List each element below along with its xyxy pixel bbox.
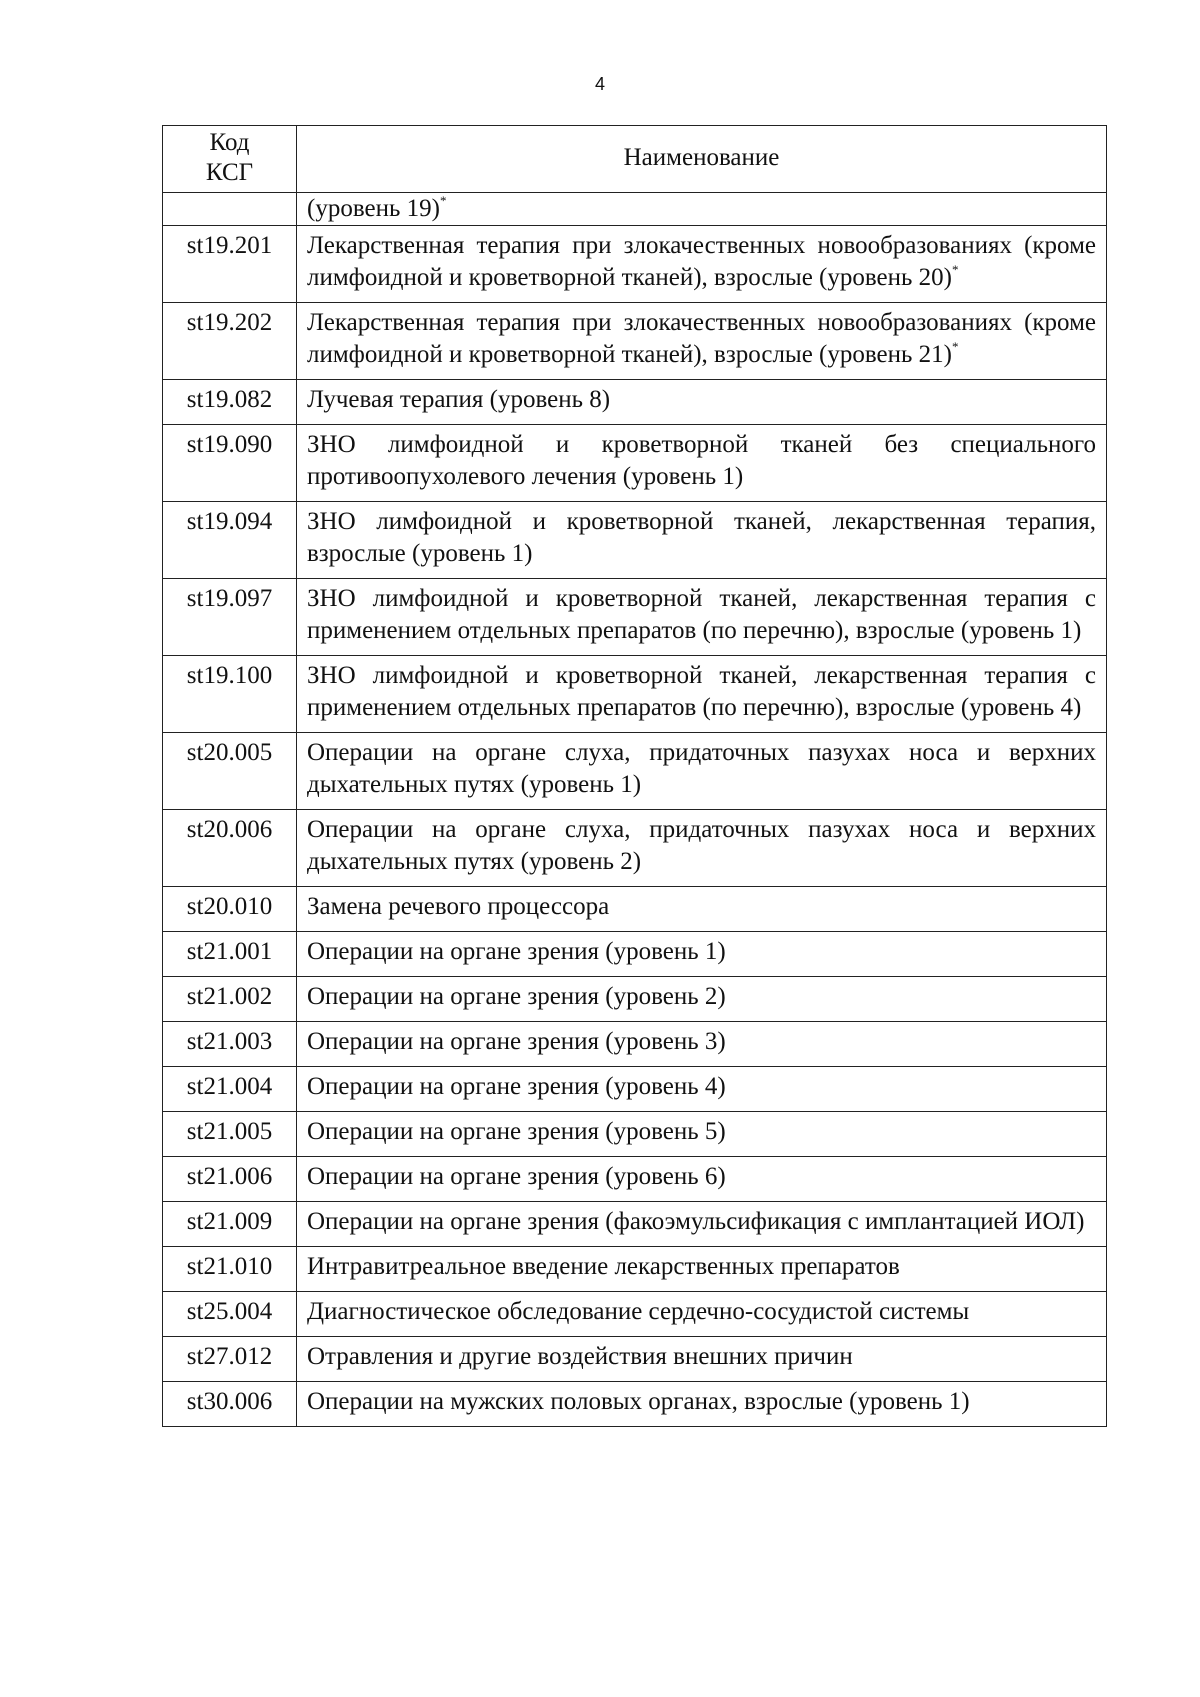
row-name-text: ЗНО лимфоидной и кроветворной тканей, лекарственная терапия с применением отдельных препаратов (по перечню), взрослые (уровень 1)	[307, 585, 1096, 644]
row-code: st21.002	[163, 977, 297, 1022]
row-name	[297, 303, 1107, 380]
row-name	[297, 1202, 1107, 1247]
header-code	[163, 126, 297, 193]
row-name	[297, 1247, 1107, 1292]
table-row	[163, 656, 1107, 733]
row-code: st21.001	[163, 932, 297, 977]
row-name	[297, 1337, 1107, 1382]
row-name	[297, 425, 1107, 502]
row-name	[297, 810, 1107, 887]
table-row	[163, 932, 1107, 977]
row-name-text: ЗНО лимфоидной и кроветворной тканей, лекарственная терапия с применением отдельных препаратов (по перечню), взрослые (уровень 4)	[307, 662, 1096, 721]
row-name-text: Операции на органе зрения (факоэмульсификация с имплантацией ИОЛ)	[307, 1208, 1085, 1235]
row-code: st19.090	[163, 425, 297, 502]
row-name-text: Диагностическое обследование сердечно-сосудистой системы	[307, 1298, 970, 1325]
row-name	[297, 1112, 1107, 1157]
row-code: st27.012	[163, 1337, 297, 1382]
table-row	[163, 579, 1107, 656]
row-name-text: Операции на органе зрения (уровень 2)	[307, 983, 726, 1010]
row-name-text: (уровень 19)	[307, 195, 440, 222]
row-name-text: Отравления и другие воздействия внешних причин	[307, 1343, 853, 1370]
table-row	[163, 1067, 1107, 1112]
row-code: st21.005	[163, 1112, 297, 1157]
table-row	[163, 977, 1107, 1022]
table-row	[163, 425, 1107, 502]
ksg-table	[162, 125, 1107, 1427]
row-name	[297, 502, 1107, 579]
row-code: st19.202	[163, 303, 297, 380]
row-name-text: Операции на органе слуха, придаточных пазухах носа и верхних дыхательных путях (уровень 2)	[307, 816, 1096, 875]
table-row	[163, 1157, 1107, 1202]
table-row	[163, 1202, 1107, 1247]
footnote-mark: *	[439, 193, 447, 208]
table-row	[163, 502, 1107, 579]
row-code: st19.201	[163, 226, 297, 303]
table-row	[163, 1247, 1107, 1292]
row-code: st21.004	[163, 1067, 297, 1112]
table-row	[163, 1022, 1107, 1067]
table-row	[163, 733, 1107, 810]
row-name	[297, 887, 1107, 932]
row-name	[297, 380, 1107, 425]
row-name-text: Лучевая терапия (уровень 8)	[307, 386, 611, 413]
row-name	[297, 733, 1107, 810]
continuation-row	[163, 193, 1107, 226]
row-name-text: ЗНО лимфоидной и кроветворной тканей, лекарственная терапия, взрослые (уровень 1)	[307, 508, 1096, 567]
row-name-text: ЗНО лимфоидной и кроветворной тканей без специального противоопухолевого лечения (уровень 1)	[307, 431, 1096, 490]
row-code: st19.097	[163, 579, 297, 656]
row-code: st19.100	[163, 656, 297, 733]
page-number: 4	[594, 74, 605, 94]
header-name: Наименование	[297, 126, 1107, 193]
row-name-text: Операции на мужских половых органах, взрослые (уровень 1)	[307, 1388, 970, 1415]
table-row	[163, 380, 1107, 425]
row-name-text: Операции на органе слуха, придаточных пазухах носа и верхних дыхательных путях (уровень 1)	[307, 739, 1096, 798]
row-name	[297, 977, 1107, 1022]
row-name-text: Лекарственная терапия при злокачественных новообразованиях (кроме лимфоидной и кроветворной тканей), взрослые (уровень 21)	[307, 309, 1096, 368]
row-name-text: Операции на органе зрения (уровень 4)	[307, 1073, 726, 1100]
row-code: st21.003	[163, 1022, 297, 1067]
row-code: st20.005	[163, 733, 297, 810]
header-code-line1: Код	[209, 129, 250, 156]
row-name	[297, 1382, 1107, 1427]
row-name-text: Лекарственная терапия при злокачественных новообразованиях (кроме лимфоидной и кроветворной тканей), взрослые (уровень 20)	[307, 232, 1096, 291]
table-header-row	[163, 126, 1107, 193]
table-row	[163, 810, 1107, 887]
row-name-text: Операции на органе зрения (уровень 1)	[307, 938, 726, 965]
row-name-text: Операции на органе зрения (уровень 5)	[307, 1118, 726, 1145]
table-row	[163, 226, 1107, 303]
row-name	[297, 193, 1107, 226]
row-name	[297, 1292, 1107, 1337]
row-name-text: Интравитреальное введение лекарственных препаратов	[307, 1253, 900, 1280]
row-name-text: Замена речевого процессора	[307, 893, 610, 920]
row-code: st20.006	[163, 810, 297, 887]
header-code-line2: КСГ	[205, 159, 254, 186]
table-row	[163, 887, 1107, 932]
row-name	[297, 656, 1107, 733]
footnote-mark: *	[952, 339, 959, 354]
row-code: st21.010	[163, 1247, 297, 1292]
row-name	[297, 1067, 1107, 1112]
row-name	[297, 1022, 1107, 1067]
row-name-text: Операции на органе зрения (уровень 6)	[307, 1163, 726, 1190]
table-row	[163, 1292, 1107, 1337]
row-name	[297, 1157, 1107, 1202]
table-row	[163, 1337, 1107, 1382]
row-code: st19.082	[163, 380, 297, 425]
row-code: st20.010	[163, 887, 297, 932]
row-code	[163, 193, 297, 226]
row-code: st30.006	[163, 1382, 297, 1427]
footnote-mark: *	[952, 262, 959, 277]
table-row	[163, 1382, 1107, 1427]
row-name-text: Операции на органе зрения (уровень 3)	[307, 1028, 726, 1055]
row-code: st21.006	[163, 1157, 297, 1202]
row-name	[297, 226, 1107, 303]
row-code: st19.094	[163, 502, 297, 579]
row-name	[297, 579, 1107, 656]
row-name	[297, 932, 1107, 977]
row-code: st21.009	[163, 1202, 297, 1247]
table-row	[163, 303, 1107, 380]
table-row	[163, 1112, 1107, 1157]
row-code: st25.004	[163, 1292, 297, 1337]
